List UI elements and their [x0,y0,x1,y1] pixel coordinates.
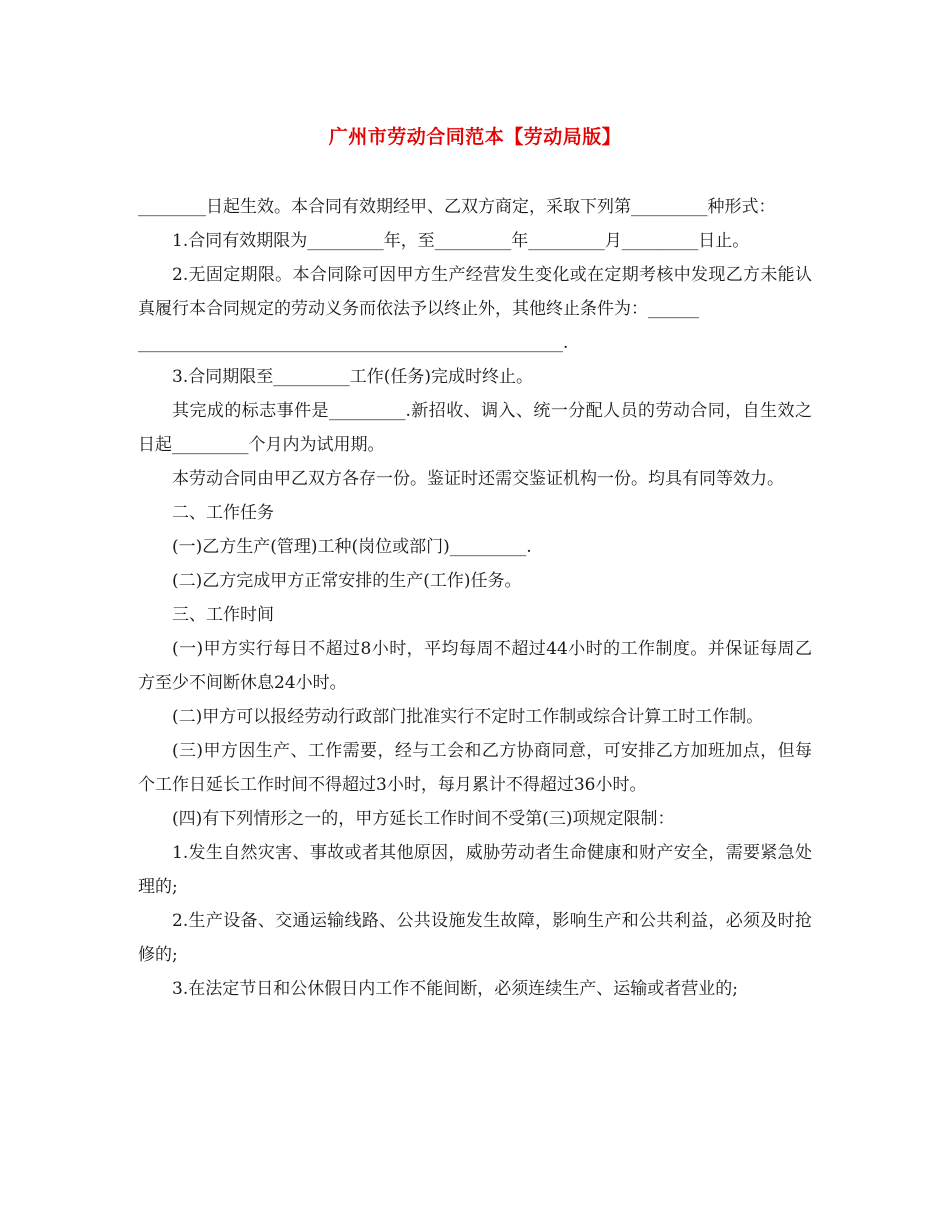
section-heading-work-hours: 三、工作时间 [172,605,274,625]
list-item-equipment-failure: 2.生产设备、交通运输线路、公共设施发生故障，影响生产和公共利益，必须及时抢修的; [138,911,812,965]
paragraph-term-fixed: 1.合同有效期限为_________年，至_________年_________月_________日止。 [172,231,750,251]
paragraph-term-open: 2.无固定期限。本合同除可因甲方生产经营发生变化或在定期考核中发现乙方未能认真履行本合同规定的劳动义务而依法予以终止外，其他终止条件为：______ [138,265,812,319]
paragraph-probation: 其完成的标志事件是_________.新招收、调入、统一分配人员的劳动合同，自生效之日起_________个月内为试用期。 [138,401,812,455]
section-heading-work-tasks: 二、工作任务 [172,503,274,523]
document-body [138,190,812,1006]
paragraph-hours-standard: (一)甲方实行每日不超过8小时，平均每周不超过44小时的工作制度。并保证每周乙方至少不间断休息24小时。 [138,639,812,693]
paragraph-copies: 本劳动合同由甲乙双方各存一份。鉴证时还需交鉴证机构一份。均具有同等效力。 [172,469,784,489]
paragraph-overtime-exceptions: (四)有下列情形之一的，甲方延长工作时间不受第(三)项规定限制： [172,809,675,829]
list-item-holiday-work: 3.在法定节日和公休假日内工作不能间断，必须连续生产、运输或者营业的; [172,979,738,999]
paragraph-overtime: (三)甲方因生产、工作需要，经与工会和乙方协商同意，可安排乙方加班加点，但每个工作日延长工作时间不得超过3小时，每月累计不得超过36小时。 [138,741,812,795]
paragraph-effective-date: ________日起生效。本合同有效期经甲、乙双方商定，采取下列第_________种形式： [138,197,776,217]
list-item-disaster: 1.发生自然灾害、事故或者其他原因，威胁劳动者生命健康和财产安全，需要紧急处理的; [138,843,812,897]
paragraph-blank-line: __________________________________________________. [138,333,569,353]
paragraph-hours-flexible: (二)甲方可以报经劳动行政部门批准实行不定时工作制或综合计算工时工作制。 [172,707,764,727]
document-title: 广州市劳动合同范本【劳动局版】 [328,126,622,148]
paragraph-job-position: (一)乙方生产(管理)工种(岗位或部门)_________. [172,537,532,557]
paragraph-complete-tasks: (二)乙方完成甲方正常安排的生产(工作)任务。 [172,571,522,591]
paragraph-term-task: 3.合同期限至_________工作(任务)完成时终止。 [172,367,533,387]
